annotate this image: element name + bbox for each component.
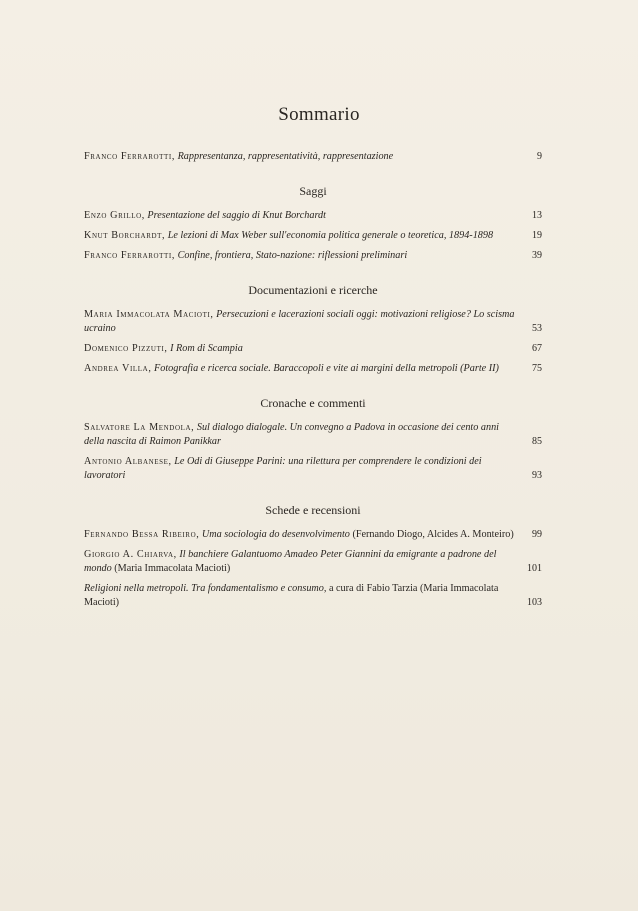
entry-title: I Rom di Scampia (170, 343, 243, 354)
entry-author: Maria Immacolata Macioti, (84, 309, 214, 320)
entry-page-number: 9 (537, 151, 542, 162)
entry-title: Confine, frontiera, Stato-nazione: riflessioni preliminari (177, 250, 408, 261)
entry-title: Le Odi di Giuseppe Parini: una rilettura per comprendere le condizioni dei lavoratori (84, 456, 482, 481)
section-heading: Saggi (299, 184, 327, 198)
entry-author: Franco Ferrarotti, (84, 151, 176, 162)
entry-title: Sul dialogo dialogale. Un convegno a Padova in occasione dei cento anni della nascita di Raimon Panikkar (84, 422, 500, 447)
entry-reviewer: a cura di Fabio Tarzia (Maria Immacolata Macioti) (84, 583, 499, 608)
entry-page-number: 19 (532, 230, 542, 241)
entry-author: Antonio Albanese, (84, 456, 172, 467)
entry-title: Presentazione del saggio di Knut Borchardt (147, 210, 326, 221)
entry-author: Enzo Grillo, (84, 210, 145, 221)
toc-entry[interactable] (84, 548, 542, 576)
section-heading: Documentazioni e ricerche (248, 283, 378, 297)
entry-page-number: 93 (532, 470, 542, 481)
toc-entry[interactable] (84, 308, 542, 336)
entry-reviewer: (Fernando Diogo, Alcides A. Monteiro) (352, 529, 514, 540)
entry-page-number: 67 (532, 343, 542, 354)
entry-title: Religioni nella metropoli. Tra fondamentalismo e consumo, (84, 583, 327, 594)
toc-entry[interactable] (84, 229, 542, 243)
toc-entry[interactable] (84, 421, 542, 449)
entry-author: Salvatore La Mendola, (84, 422, 195, 433)
toc-entry[interactable] (84, 528, 542, 542)
toc-entry[interactable] (84, 150, 542, 164)
entry-reviewer: (Maria Immacolata Macioti) (114, 563, 231, 574)
entry-title: Persecuzioni e lacerazioni sociali oggi: motivazioni religiose? Lo scisma ucraino (84, 309, 515, 334)
toc-entry[interactable] (84, 362, 542, 376)
toc-entry[interactable] (84, 582, 542, 610)
toc-entry[interactable] (84, 249, 542, 263)
toc-entry[interactable] (84, 209, 542, 223)
table-of-contents (84, 150, 542, 616)
entry-title: Rappresentanza, rappresentatività, rappresentazione (177, 151, 394, 162)
entry-page-number: 13 (532, 210, 542, 221)
entry-author: Franco Ferrarotti, (84, 250, 176, 261)
entry-page-number: 39 (532, 250, 542, 261)
section-heading: Schede e recensioni (265, 503, 361, 517)
entry-author: Andrea Villa, (84, 363, 152, 374)
entry-author: Knut Borchardt, (84, 230, 166, 241)
entry-title: Fotografia e ricerca sociale. Baraccopoli e vite ai margini della metropoli (Parte II) (154, 363, 499, 374)
entry-page-number: 101 (527, 563, 542, 574)
entry-page-number: 99 (532, 529, 542, 540)
entry-page-number: 103 (527, 597, 542, 608)
toc-entry[interactable] (84, 342, 542, 356)
entry-title: Il banchiere Galantuomo Amadeo Peter Giannini da emigrante a padrone del mondo (84, 549, 497, 574)
entry-title: Uma sociologia do desenvolvimento (201, 529, 350, 540)
entry-page-number: 53 (532, 323, 542, 334)
entry-author: Fernando Bessa Ribeiro, (84, 529, 200, 540)
entry-author: Domenico Pizzuti, (84, 343, 168, 354)
entry-page-number: 75 (532, 363, 542, 374)
toc-entry[interactable] (84, 455, 542, 483)
entry-page-number: 85 (532, 436, 542, 447)
section-heading: Cronache e commenti (260, 396, 366, 410)
entry-title: Le lezioni di Max Weber sull'economia politica generale o teoretica, 1894-1898 (167, 230, 494, 241)
page-title: Sommario (278, 104, 360, 125)
entry-author: Giorgio A. Chiarva, (84, 549, 177, 560)
